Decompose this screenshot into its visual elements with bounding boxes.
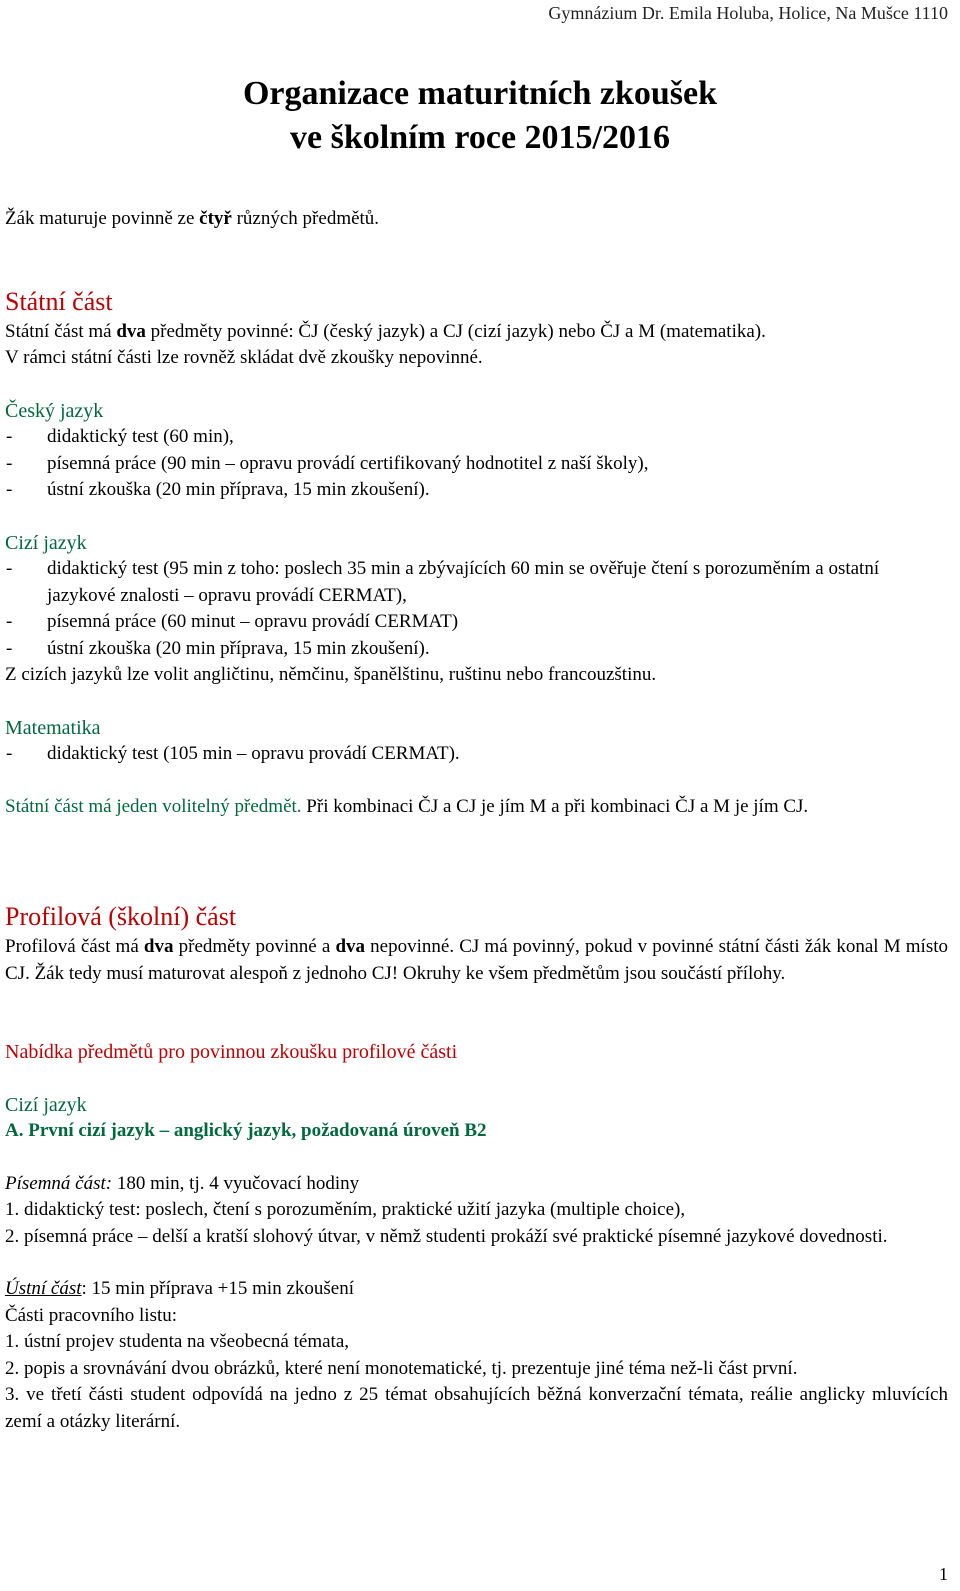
list-item: 2. popis a srovnávání dvou obrázků, které není monotematické, tj. prezentuje jiné téma než-li část první. [5,1357,798,1379]
subheading-cizi-jazyk-profilova: Cizí jazyk [5,1093,87,1116]
intro-paragraph: Žák maturuje povinně ze čtyř různých předmětů. [5,208,380,229]
cizi-jazyk-note: Z cizích jazyků lze volit angličtinu, němčinu, španělštinu, ruštinu nebo francouzštinu. [5,664,657,685]
title-line-2: ve školním roce 2015/2016 [290,119,670,156]
list-item: - didaktický test (105 min – opravu provádí CERMAT). [6,743,460,764]
volitelny-paragraph: Státní část má jeden volitelný předmět. Při kombinaci ČJ a CJ je jím M a při kombinaci ČJ a M je jím CJ. [5,795,809,817]
subheading-anglicky-jazyk: A. První cizí jazyk – anglický jazyk, požadovaná úroveň B2 [5,1120,487,1141]
page-header: Gymnázium Dr. Emila Holuba, Holice, Na Mušce 1110 [548,3,948,23]
list-item: - didaktický test (60 min), [6,426,234,447]
list-item: - didaktický test (95 min z toho: poslech 35 min a zbývajících 60 min se ověřuje čtení s porozuměním a ostatní jazykové znalosti – opravu provádí CERMAT), [6,558,880,606]
section-heading-statni: Státní část [5,286,113,316]
list-item: 2. písemná práce – delší a kratší slohový útvar, v němž studenti prokáží své praktické písemné jazykové dovednosti. [5,1225,888,1247]
subheading-cizi-jazyk: Cizí jazyk [5,531,87,554]
list-item: - písemná práce (90 min – opravu provádí certifikovaný hodnotitel z naší školy), [6,452,649,474]
ustni-cast-line: Ústní část: 15 min příprava +15 min zkoušení [5,1278,354,1299]
list-item: - ústní zkouška (20 min příprava, 15 min zkoušení). [6,479,430,500]
list-item: 3. ve třetí části student odpovídá na jedno z 25 témat obsahujících běžná konverzační témata, reálie anglicky mluvících zemí a otázky literární. [5,1384,948,1432]
list-item: - ústní zkouška (20 min příprava, 15 min zkoušení). [6,637,430,659]
subheading-matematika: Matematika [5,716,101,739]
title-line-1: Organizace maturitních zkoušek [242,75,718,112]
list-item: 1. ústní projev studenta na všeobecná témata, [5,1331,350,1352]
document-title [0,72,960,160]
list-item: - písemná práce (60 minut – opravu provádí CERMAT) [6,611,459,632]
subheading-nabidka: Nabídka předmětů pro povinnou zkoušku profilové části [5,1041,458,1063]
subheading-cesky-jazyk: Český jazyk [5,399,104,422]
statni-paragraph-1: Státní část má dva předměty povinné: ČJ (český jazyk) a CJ (cizí jazyk) nebo ČJ a M (matematika). [5,320,766,342]
casti-pracovniho-listu: Části pracovního listu: [5,1304,178,1326]
document-body [5,206,948,1435]
page-number: 1 [939,1563,948,1584]
list-item: 1. didaktický test: poslech, čtení s porozuměním, praktické užití jazyka (multiple choice), [5,1199,686,1220]
section-heading-profilova: Profilová (školní) část [5,902,237,931]
pisemna-cast-line: Písemná část: 180 min, tj. 4 vyučovací hodiny [5,1172,360,1194]
statni-paragraph-2: V rámci státní části lze rovněž skládat dvě zkoušky nepovinné. [5,347,483,368]
profilova-paragraph: Profilová část má dva předměty povinné a dva nepovinné. CJ má povinný, pokud v povinné státní části žák konal M místo CJ. Žák tedy musí maturovat alespoň z jednoho CJ! Okruhy ke všem předmětům jsou součástí přílohy. [5,936,948,984]
